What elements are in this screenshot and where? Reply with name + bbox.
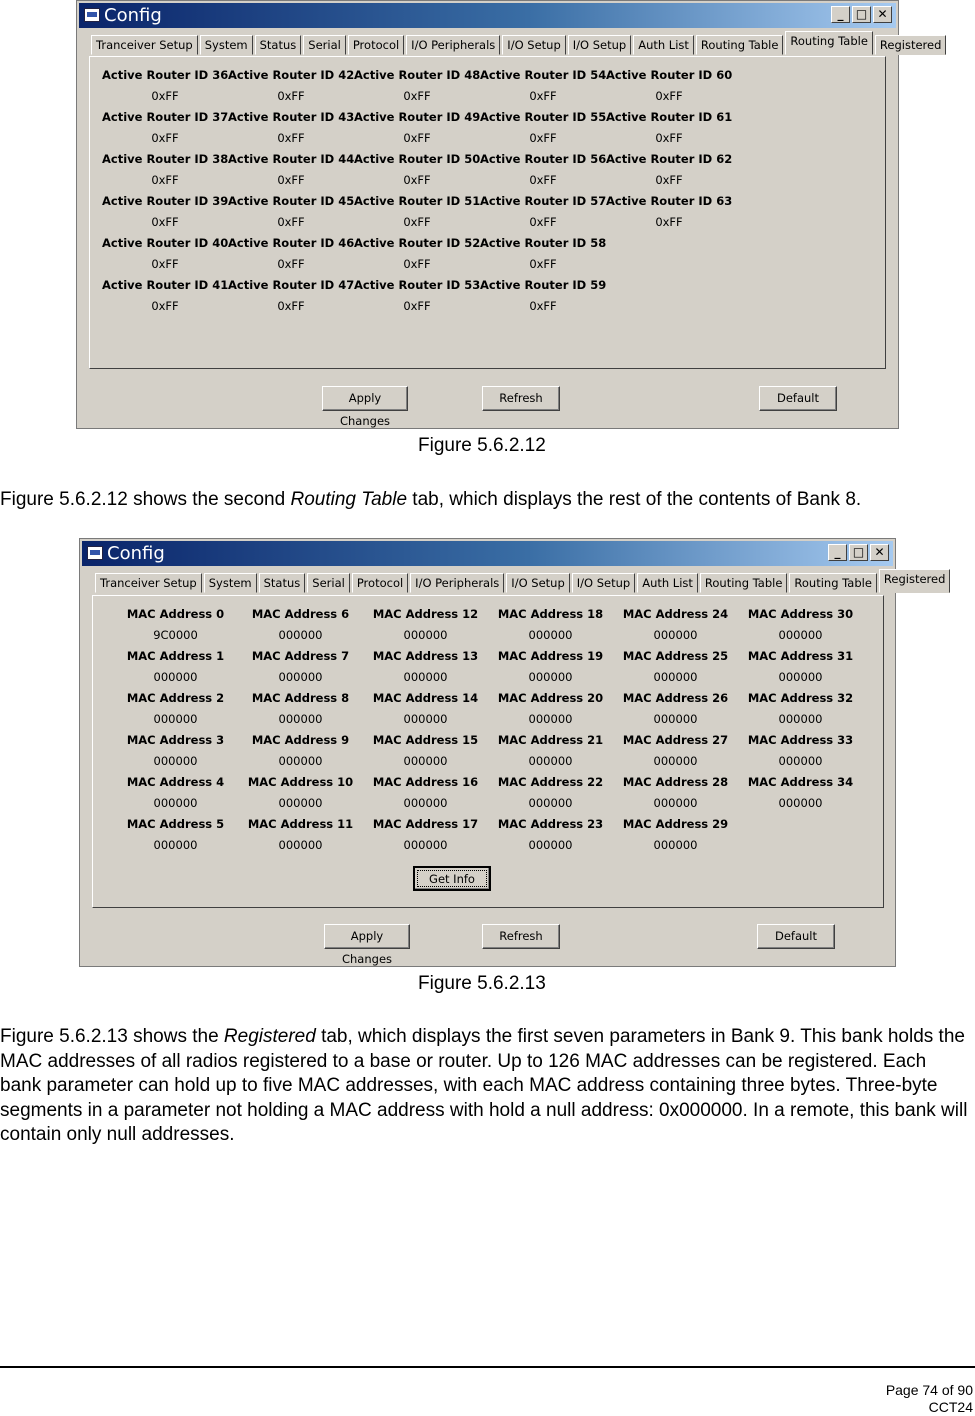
tab-system-1[interactable]: System bbox=[204, 573, 257, 593]
router-id-label: Active Router ID 39 bbox=[102, 194, 229, 208]
tab-status-2[interactable]: Status bbox=[255, 35, 302, 55]
router-id-field bbox=[354, 149, 480, 191]
mac-address-label: MAC Address 26 bbox=[622, 691, 729, 705]
router-id-field bbox=[102, 149, 228, 191]
maximize-icon[interactable]: □ bbox=[852, 6, 871, 23]
router-id-field bbox=[354, 233, 480, 275]
mac-address-label: MAC Address 8 bbox=[251, 691, 350, 705]
router-id-field bbox=[354, 107, 480, 149]
router-id-grid bbox=[102, 65, 732, 317]
router-id-value: 0xFF bbox=[151, 215, 179, 229]
mac-address-field bbox=[113, 730, 238, 772]
mac-address-field bbox=[613, 772, 738, 814]
mac-address-value: 000000 bbox=[153, 754, 198, 768]
tab-strip bbox=[95, 573, 952, 593]
router-id-value: 0xFF bbox=[655, 89, 683, 103]
mac-address-value: 000000 bbox=[528, 754, 573, 768]
mac-address-field bbox=[613, 646, 738, 688]
mac-address-value: 000000 bbox=[653, 712, 698, 726]
mac-address-field bbox=[113, 646, 238, 688]
mac-address-value: 000000 bbox=[653, 796, 698, 810]
router-id-value: 0xFF bbox=[529, 299, 557, 313]
mac-address-label: MAC Address 0 bbox=[126, 607, 225, 621]
tab-auth-list-8[interactable]: Auth List bbox=[637, 573, 698, 593]
mac-address-field bbox=[363, 772, 488, 814]
router-id-field bbox=[606, 191, 732, 233]
router-id-field bbox=[480, 275, 606, 317]
tab-i-o-peripherals-5[interactable]: I/O Peripherals bbox=[406, 35, 500, 55]
router-id-label: Active Router ID 41 bbox=[102, 278, 229, 292]
tab-protocol-4[interactable]: Protocol bbox=[348, 35, 404, 55]
mac-address-value: 000000 bbox=[153, 838, 198, 852]
router-id-field bbox=[228, 65, 354, 107]
router-id-value: 0xFF bbox=[277, 215, 305, 229]
config-window-registered bbox=[79, 538, 946, 967]
mac-address-label: MAC Address 20 bbox=[497, 691, 604, 705]
router-id-label: Active Router ID 59 bbox=[480, 278, 607, 292]
mac-address-field bbox=[363, 814, 488, 856]
router-id-label: Active Router ID 48 bbox=[354, 68, 481, 82]
figure-caption-1: Figure 5.6.2.12 bbox=[418, 435, 546, 456]
router-id-label: Active Router ID 60 bbox=[606, 68, 733, 82]
router-id-label: Active Router ID 56 bbox=[480, 152, 607, 166]
tab-i-o-peripherals-5[interactable]: I/O Peripherals bbox=[410, 573, 504, 593]
mac-address-field bbox=[738, 646, 863, 688]
router-id-label: Active Router ID 63 bbox=[606, 194, 733, 208]
tab-i-o-setup-6[interactable]: I/O Setup bbox=[506, 573, 569, 593]
app-icon bbox=[84, 8, 100, 22]
tab-serial-3[interactable]: Serial bbox=[303, 35, 346, 55]
mac-address-grid bbox=[113, 604, 863, 856]
router-id-label: Active Router ID 54 bbox=[480, 68, 607, 82]
router-id-value: 0xFF bbox=[529, 131, 557, 145]
mac-address-field bbox=[238, 688, 363, 730]
mac-address-value: 000000 bbox=[403, 670, 448, 684]
mac-address-field bbox=[488, 814, 613, 856]
mac-address-field bbox=[113, 688, 238, 730]
empty-cell bbox=[606, 233, 732, 275]
router-id-field bbox=[480, 65, 606, 107]
tab-routing-table-10[interactable]: Routing Table bbox=[785, 31, 873, 55]
mac-address-label: MAC Address 9 bbox=[251, 733, 350, 747]
mac-address-field bbox=[363, 604, 488, 646]
mac-address-value: 000000 bbox=[278, 796, 323, 810]
figure-caption-2: Figure 5.6.2.13 bbox=[418, 973, 546, 994]
router-id-label: Active Router ID 36 bbox=[102, 68, 229, 82]
mac-address-value: 000000 bbox=[153, 796, 198, 810]
tab-auth-list-8[interactable]: Auth List bbox=[633, 35, 694, 55]
router-id-value: 0xFF bbox=[529, 89, 557, 103]
router-id-value: 0xFF bbox=[529, 257, 557, 271]
mac-address-label: MAC Address 16 bbox=[372, 775, 479, 789]
router-id-label: Active Router ID 62 bbox=[606, 152, 733, 166]
mac-address-label: MAC Address 32 bbox=[747, 691, 854, 705]
close-icon[interactable]: ✕ bbox=[873, 6, 892, 23]
mac-address-field bbox=[113, 604, 238, 646]
mac-address-value: 000000 bbox=[778, 754, 823, 768]
router-id-label: Active Router ID 51 bbox=[354, 194, 481, 208]
mac-address-label: MAC Address 25 bbox=[622, 649, 729, 663]
mac-address-field bbox=[113, 772, 238, 814]
window-title: Config bbox=[104, 5, 162, 26]
mac-address-value: 000000 bbox=[778, 796, 823, 810]
mac-address-field bbox=[238, 814, 363, 856]
mac-address-value: 000000 bbox=[653, 670, 698, 684]
mac-address-value: 000000 bbox=[528, 796, 573, 810]
mac-address-label: MAC Address 18 bbox=[497, 607, 604, 621]
router-id-value: 0xFF bbox=[655, 173, 683, 187]
mac-address-field bbox=[113, 814, 238, 856]
tab-status-2[interactable]: Status bbox=[259, 573, 306, 593]
minimize-icon[interactable]: _ bbox=[828, 544, 847, 561]
mac-address-label: MAC Address 3 bbox=[126, 733, 225, 747]
router-id-field bbox=[480, 107, 606, 149]
tab-protocol-4[interactable]: Protocol bbox=[352, 573, 408, 593]
mac-address-value: 000000 bbox=[278, 838, 323, 852]
mac-address-label: MAC Address 33 bbox=[747, 733, 854, 747]
mac-address-value: 000000 bbox=[778, 712, 823, 726]
mac-address-value: 000000 bbox=[278, 628, 323, 642]
routing-table-panel bbox=[89, 56, 886, 369]
tab-routing-table-9[interactable]: Routing Table bbox=[700, 573, 788, 593]
router-id-label: Active Router ID 40 bbox=[102, 236, 229, 250]
mac-address-label: MAC Address 23 bbox=[497, 817, 604, 831]
router-id-label: Active Router ID 61 bbox=[606, 110, 733, 124]
router-id-value: 0xFF bbox=[277, 131, 305, 145]
router-id-label: Active Router ID 43 bbox=[228, 110, 355, 124]
router-id-field bbox=[354, 275, 480, 317]
mac-address-label: MAC Address 21 bbox=[497, 733, 604, 747]
mac-address-value: 000000 bbox=[278, 712, 323, 726]
mac-address-label: MAC Address 17 bbox=[372, 817, 479, 831]
mac-address-field bbox=[238, 772, 363, 814]
mac-address-field bbox=[488, 646, 613, 688]
router-id-label: Active Router ID 53 bbox=[354, 278, 481, 292]
page-number: Page 74 of 90 bbox=[885, 1382, 973, 1398]
router-id-value: 0xFF bbox=[151, 257, 179, 271]
mac-address-value: 000000 bbox=[653, 628, 698, 642]
router-id-field bbox=[102, 275, 228, 317]
tab-routing-table-10[interactable]: Routing Table bbox=[789, 573, 877, 593]
mac-address-value: 000000 bbox=[528, 628, 573, 642]
router-id-field bbox=[228, 191, 354, 233]
mac-address-label: MAC Address 22 bbox=[497, 775, 604, 789]
mac-address-label: MAC Address 1 bbox=[126, 649, 225, 663]
router-id-field bbox=[228, 275, 354, 317]
mac-address-label: MAC Address 28 bbox=[622, 775, 729, 789]
tab-routing-table-9[interactable]: Routing Table bbox=[696, 35, 784, 55]
paragraph-2: Figure 5.6.2.13 shows the Registered tab, which displays the first seven parameters in Bank 9. This bank holds the MAC addresses of all radios registered to a base or router. Up to 126 MAC addresses can be registered. Each bank parameter can hold up to five MAC addresses, with each MAC address containing three bytes. Three-byte segments in a parameter not holding a MAC address with hold a null address: 0x000000. In a remote, this bank will contain only null addresses. bbox=[0, 1026, 968, 1145]
router-id-label: Active Router ID 45 bbox=[228, 194, 355, 208]
empty-cell bbox=[606, 275, 732, 317]
mac-address-field bbox=[363, 646, 488, 688]
tab-registered-11[interactable]: Registered bbox=[879, 569, 950, 593]
router-id-value: 0xFF bbox=[403, 131, 431, 145]
title-bar[interactable] bbox=[79, 3, 896, 28]
mac-address-label: MAC Address 12 bbox=[372, 607, 479, 621]
router-id-field bbox=[606, 149, 732, 191]
mac-address-value: 000000 bbox=[403, 712, 448, 726]
router-id-field bbox=[480, 191, 606, 233]
tab-registered-11[interactable]: Registered bbox=[875, 35, 946, 55]
mac-address-label: MAC Address 30 bbox=[747, 607, 854, 621]
router-id-field bbox=[480, 149, 606, 191]
empty-cell bbox=[738, 814, 863, 856]
router-id-field bbox=[354, 191, 480, 233]
router-id-field bbox=[102, 107, 228, 149]
mac-address-label: MAC Address 10 bbox=[247, 775, 354, 789]
mac-address-field bbox=[488, 772, 613, 814]
router-id-field bbox=[606, 65, 732, 107]
router-id-field bbox=[354, 65, 480, 107]
maximize-icon[interactable]: □ bbox=[849, 544, 868, 561]
mac-address-value: 000000 bbox=[403, 628, 448, 642]
registered-panel bbox=[92, 595, 884, 908]
router-id-value: 0xFF bbox=[151, 299, 179, 313]
mac-address-field bbox=[238, 604, 363, 646]
mac-address-value: 000000 bbox=[778, 628, 823, 642]
close-icon[interactable]: ✕ bbox=[870, 544, 889, 561]
mac-address-field bbox=[488, 730, 613, 772]
router-id-field bbox=[480, 233, 606, 275]
router-id-field bbox=[102, 65, 228, 107]
mac-address-field bbox=[738, 772, 863, 814]
router-id-value: 0xFF bbox=[151, 89, 179, 103]
paragraph-1: Figure 5.6.2.12 shows the second Routing Table tab, which displays the rest of the contents of Bank 8. bbox=[0, 489, 862, 510]
mac-address-value: 000000 bbox=[778, 670, 823, 684]
mac-address-label: MAC Address 13 bbox=[372, 649, 479, 663]
mac-address-field bbox=[613, 688, 738, 730]
mac-address-field bbox=[613, 604, 738, 646]
mac-address-label: MAC Address 6 bbox=[251, 607, 350, 621]
default-button[interactable]: Default bbox=[759, 386, 837, 411]
mac-address-label: MAC Address 7 bbox=[251, 649, 350, 663]
apply-changes-button[interactable]: Apply Changes bbox=[322, 386, 408, 411]
mac-address-label: MAC Address 24 bbox=[622, 607, 729, 621]
mac-address-label: MAC Address 5 bbox=[126, 817, 225, 831]
router-id-value: 0xFF bbox=[277, 299, 305, 313]
mac-address-field bbox=[613, 730, 738, 772]
router-id-value: 0xFF bbox=[529, 173, 557, 187]
tab-i-o-setup-7[interactable]: I/O Setup bbox=[568, 35, 631, 55]
router-id-value: 0xFF bbox=[277, 257, 305, 271]
config-window-routing-table bbox=[76, 0, 942, 429]
refresh-button[interactable]: Refresh bbox=[482, 386, 560, 411]
mac-address-label: MAC Address 31 bbox=[747, 649, 854, 663]
router-id-label: Active Router ID 58 bbox=[480, 236, 607, 250]
router-id-value: 0xFF bbox=[529, 215, 557, 229]
router-id-label: Active Router ID 37 bbox=[102, 110, 229, 124]
router-id-field bbox=[102, 233, 228, 275]
mac-address-label: MAC Address 27 bbox=[622, 733, 729, 747]
router-id-field bbox=[228, 107, 354, 149]
router-id-value: 0xFF bbox=[403, 173, 431, 187]
router-id-value: 0xFF bbox=[277, 173, 305, 187]
mac-address-value: 000000 bbox=[278, 670, 323, 684]
mac-address-value: 000000 bbox=[528, 712, 573, 726]
router-id-field bbox=[228, 149, 354, 191]
mac-address-field bbox=[363, 688, 488, 730]
mac-address-value: 000000 bbox=[403, 754, 448, 768]
router-id-value: 0xFF bbox=[403, 257, 431, 271]
tab-tranceiver-setup-0[interactable]: Tranceiver Setup bbox=[95, 573, 202, 593]
app-icon bbox=[87, 546, 103, 560]
router-id-value: 0xFF bbox=[403, 299, 431, 313]
router-id-value: 0xFF bbox=[403, 89, 431, 103]
default-button[interactable]: Default bbox=[757, 924, 835, 949]
mac-address-label: MAC Address 19 bbox=[497, 649, 604, 663]
router-id-value: 0xFF bbox=[655, 131, 683, 145]
tab-serial-3[interactable]: Serial bbox=[307, 573, 350, 593]
footer-rule bbox=[0, 1366, 975, 1368]
router-id-field bbox=[102, 191, 228, 233]
mac-address-field bbox=[738, 730, 863, 772]
mac-address-field bbox=[738, 688, 863, 730]
get-info-button[interactable]: Get Info bbox=[413, 866, 491, 891]
tab-tranceiver-setup-0[interactable]: Tranceiver Setup bbox=[91, 35, 198, 55]
tab-i-o-setup-7[interactable]: I/O Setup bbox=[572, 573, 635, 593]
router-id-value: 0xFF bbox=[151, 131, 179, 145]
router-id-value: 0xFF bbox=[151, 173, 179, 187]
mac-address-field bbox=[738, 604, 863, 646]
mac-address-field bbox=[488, 688, 613, 730]
mac-address-value: 000000 bbox=[278, 754, 323, 768]
mac-address-label: MAC Address 14 bbox=[372, 691, 479, 705]
router-id-field bbox=[228, 233, 354, 275]
mac-address-value: 000000 bbox=[153, 712, 198, 726]
title-bar[interactable] bbox=[82, 541, 893, 566]
router-id-value: 0xFF bbox=[403, 215, 431, 229]
mac-address-value: 000000 bbox=[653, 838, 698, 852]
mac-address-label: MAC Address 4 bbox=[126, 775, 225, 789]
router-id-label: Active Router ID 50 bbox=[354, 152, 481, 166]
mac-address-value: 9C0000 bbox=[153, 628, 198, 642]
tab-strip bbox=[91, 35, 948, 55]
tab-i-o-setup-6[interactable]: I/O Setup bbox=[502, 35, 565, 55]
mac-address-value: 000000 bbox=[403, 796, 448, 810]
router-id-value: 0xFF bbox=[655, 215, 683, 229]
router-id-label: Active Router ID 38 bbox=[102, 152, 229, 166]
mac-address-field bbox=[238, 730, 363, 772]
router-id-label: Active Router ID 46 bbox=[228, 236, 355, 250]
router-id-label: Active Router ID 47 bbox=[228, 278, 355, 292]
mac-address-value: 000000 bbox=[528, 670, 573, 684]
mac-address-label: MAC Address 11 bbox=[247, 817, 354, 831]
mac-address-label: MAC Address 2 bbox=[126, 691, 225, 705]
mac-address-label: MAC Address 15 bbox=[372, 733, 479, 747]
document-id: CCT24 bbox=[928, 1399, 973, 1415]
router-id-field bbox=[606, 107, 732, 149]
mac-address-field bbox=[238, 646, 363, 688]
tab-system-1[interactable]: System bbox=[200, 35, 253, 55]
router-id-label: Active Router ID 57 bbox=[480, 194, 607, 208]
mac-address-value: 000000 bbox=[653, 754, 698, 768]
refresh-button[interactable]: Refresh bbox=[482, 924, 560, 949]
apply-changes-button[interactable]: Apply Changes bbox=[324, 924, 410, 949]
router-id-label: Active Router ID 52 bbox=[354, 236, 481, 250]
mac-address-field bbox=[488, 604, 613, 646]
mac-address-value: 000000 bbox=[528, 838, 573, 852]
router-id-value: 0xFF bbox=[277, 89, 305, 103]
minimize-icon[interactable]: _ bbox=[831, 6, 850, 23]
mac-address-field bbox=[363, 730, 488, 772]
router-id-label: Active Router ID 49 bbox=[354, 110, 481, 124]
mac-address-field bbox=[613, 814, 738, 856]
router-id-label: Active Router ID 44 bbox=[228, 152, 355, 166]
router-id-label: Active Router ID 55 bbox=[480, 110, 607, 124]
router-id-label: Active Router ID 42 bbox=[228, 68, 355, 82]
mac-address-label: MAC Address 29 bbox=[622, 817, 729, 831]
mac-address-label: MAC Address 34 bbox=[747, 775, 854, 789]
mac-address-value: 000000 bbox=[403, 838, 448, 852]
mac-address-value: 000000 bbox=[153, 670, 198, 684]
window-title: Config bbox=[107, 543, 165, 564]
